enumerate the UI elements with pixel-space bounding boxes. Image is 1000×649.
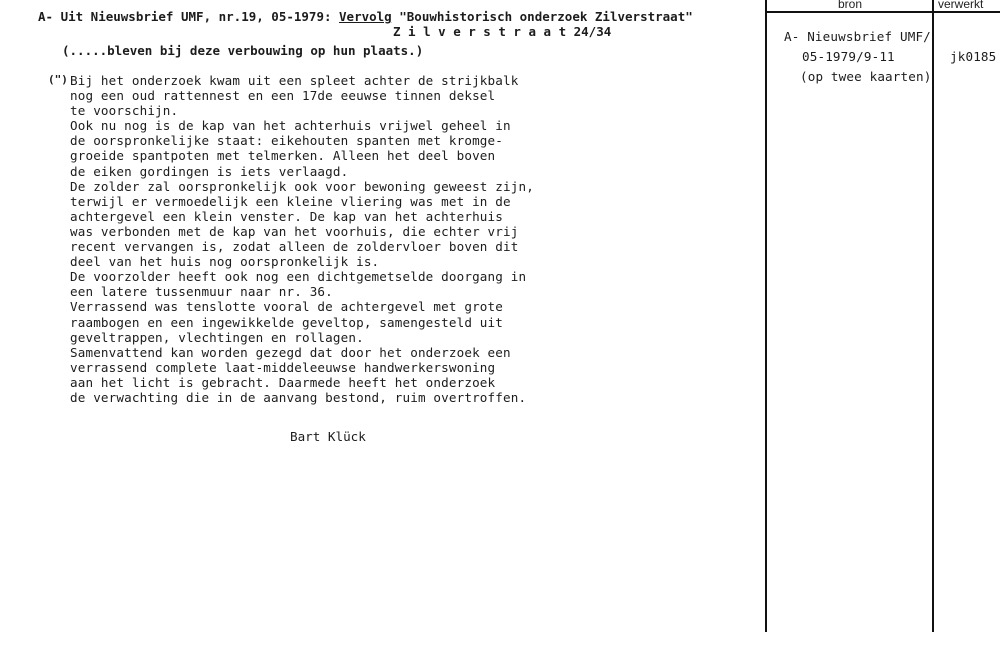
bron-line: 05-1979/9-11 (802, 49, 895, 64)
summary-text-line: de verwachting die in de aanvang bestond, ruim overtroffen. (70, 390, 527, 406)
verwerkt-code: jk0185 (950, 49, 997, 64)
body-text-line: Verrassend was tenslotte vooral de achtergevel met grote (70, 299, 503, 315)
column-header-rule (765, 11, 1000, 13)
column-divider-left (765, 0, 767, 632)
body-text-line: recent vervangen is, zodat alleen de zoldervloer boven dit (70, 239, 519, 255)
body-text-block (70, 73, 534, 345)
body-text-line: De zolder zal oorspronkelijk ook voor bewoning geweest zijn, (70, 178, 534, 194)
document-heading (38, 9, 693, 24)
heading-street-line: Z i l v e r s t r a a t 24/34 (393, 24, 612, 39)
summary-text-line: Samenvattend kan worden gezegd dat door het onderzoek een (70, 345, 511, 360)
body-text-line: geveltrappen, vlechtingen en rollagen. (70, 329, 364, 345)
author-signature: Bart Klück (290, 429, 366, 444)
body-text-line: Ook nu nog is de kap van het achterhuis vrijwel geheel in (70, 118, 511, 134)
body-text-line: terwijl er vermoedelijk een kleine vliering was met in de (70, 193, 511, 209)
heading-vervolg: Vervolg (339, 9, 392, 24)
body-text-line: een latere tussenmuur naar nr. 36. (70, 284, 333, 300)
body-text-line: raambogen en een ingewikkelde geveltop, samengesteld uit (70, 314, 503, 330)
heading-title: "Bouwhistorisch onderzoek Zilverstraat" (391, 9, 693, 24)
body-text-line: nog een oud rattennest en een 17de eeuwse tinnen deksel (70, 88, 496, 104)
bron-line: A- Nieuwsbrief UMF/ (784, 29, 931, 44)
body-text-line: de eiken gordingen is iets verlaagd. (70, 163, 349, 179)
body-text-line: Bij het onderzoek kwam uit een spleet achter de strijkbalk (70, 73, 519, 88)
bron-line: (op twee kaarten) (800, 69, 932, 84)
body-text-line: te voorschijn. (70, 103, 179, 119)
body-text-line: deel van het huis nog oorspronkelijk is. (70, 254, 380, 270)
verwerkt-column-label: verwerkt (938, 0, 984, 11)
body-text-line: achtergevel een klein venster. De kap van het achterhuis (70, 208, 503, 224)
column-divider-right (932, 0, 934, 632)
continuation-line: (.....bleven bij deze verbouwing op hun plaats.) (62, 43, 424, 58)
body-text-line: was verbonden met de kap van het voorhuis, die echter vrij (70, 223, 519, 239)
heading-prefix: A- Uit Nieuwsbrief UMF, nr.19, 05-1979: (38, 9, 340, 24)
summary-text-line: verrassend complete laat-middeleeuwse handwerkerswoning (70, 360, 496, 376)
body-text-line: De voorzolder heeft ook nog een dichtgemetselde doorgang in (70, 269, 527, 285)
bron-entry (784, 27, 931, 87)
summary-text-block (70, 345, 526, 405)
summary-text-line: aan het licht is gebracht. Daarmede heeft het onderzoek (70, 375, 496, 391)
bron-column-label: bron (838, 0, 863, 11)
paragraph-marker: (") (48, 73, 68, 86)
body-text-line: groeide spantpoten met telmerken. Alleen het deel boven (70, 148, 496, 164)
body-text-line: de oorspronkelijke staat: eikehouten spanten met kromge- (70, 133, 503, 149)
